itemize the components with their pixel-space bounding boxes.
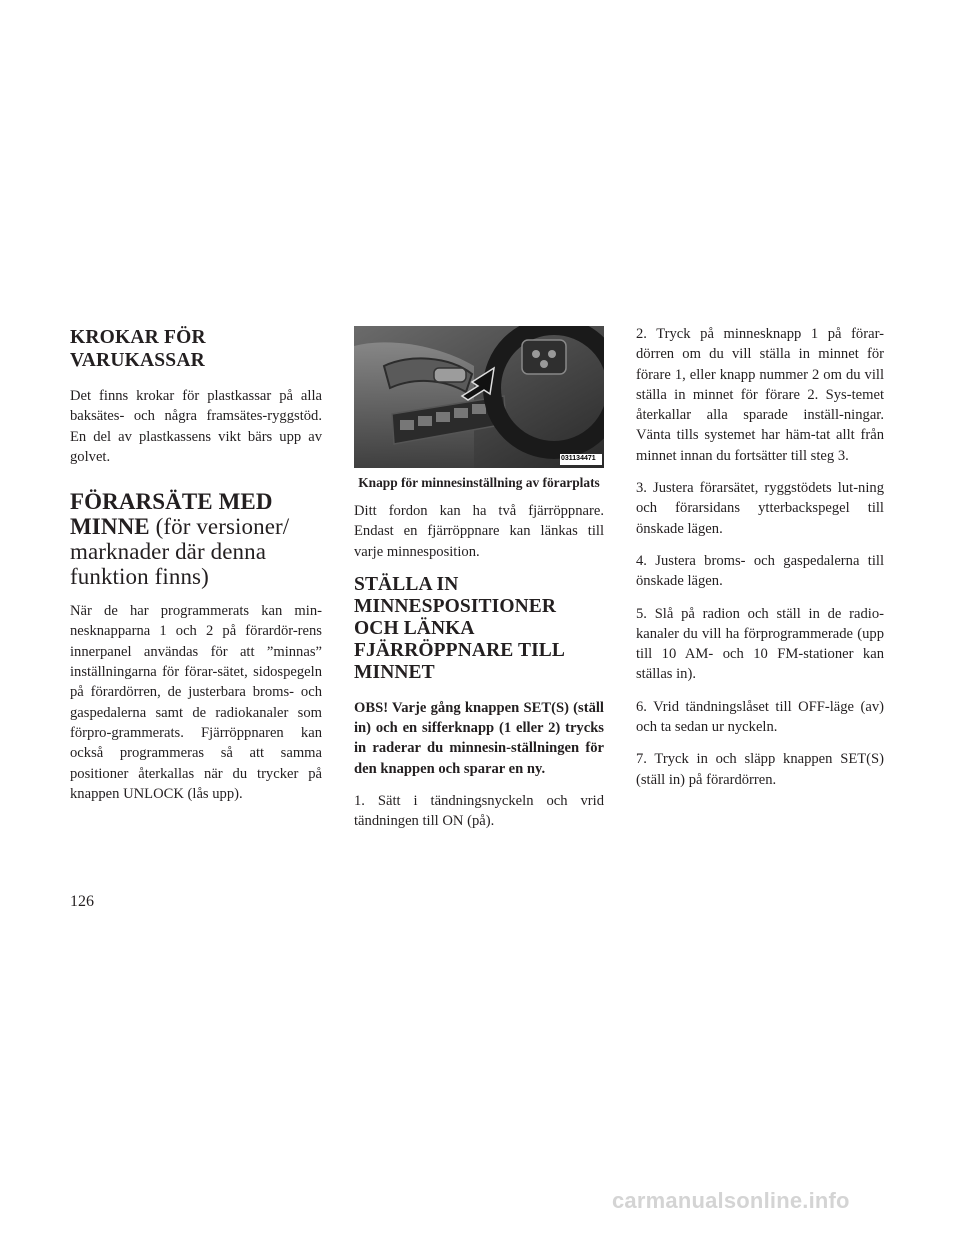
heading-driver-memory-seat [70,489,322,589]
paragraph-two-remotes: Ditt fordon kan ha två fjärröppnare. Endast en fjärröppnare kan länkas till varje minnesposition. [354,503,604,560]
column-middle [354,326,604,844]
step-6: 6. Vrid tändningslåset till OFF-läge (av) och ta sedan ur nyckeln. [636,698,884,736]
column-right [636,324,884,802]
column-left [70,326,322,816]
step-2: 2. Tryck på minnesknapp 1 på förar-dörren om du vill ställa in minnet för förare 1, eller knapp nummer 2 om du vill ställa in minnet för förare 2. Sys-temet återkallar alla sparade inställ-ningar. Vänta tills systemet har häm-tat allt från minnet innan du fortsätter till steg 3. [636,326,884,464]
heading-driver-memory-seat-main: FÖRARSÄTE MED MINNE [70,489,273,540]
step-3: 3. Justera förarsätet, ryggstödets lut-ning och förarsidans ytterbackspegel till önskade lägen. [636,480,884,537]
page-number: 126 [70,893,94,910]
figure-code-label: 031134471 [561,455,596,462]
paragraph-bag-hooks: Det finns krokar för plastkassar på alla baksätes- och några framsätes-ryggstöd. En del av plastkassens vikt bärs upp av golvet. [70,388,322,465]
step-7: 7. Tryck in och släpp knappen SET(S) (ställ in) på förardörren. [636,751,884,788]
figure-memory-button-photo [354,326,604,468]
heading-shopping-bag-hooks: KROKAR FÖR VARUKASSAR [70,327,206,371]
heading-set-memory-positions: STÄLLA IN MINNESPOSITIONER OCH LÄNKA FJÄRRÖPPNARE TILL MINNET [354,573,564,683]
heading-driver-memory-seat-suffix: (för versioner/ marknader där denna funktion finns) [70,514,290,590]
paragraph-memory-buttons: När de har programmerats kan min-nesknapparna 1 och 2 på förardör-rens innerpanel användas för att ”minnas” inställningarna för förar-sätet, sidospegeln på förardörren, de justerbara broms- och gaspedalerna samt de radiokanaler som förpro-grammerats. Fjärröppnaren kan också programmeras så att samma positioner återkallas när du trycker på knappen UNLOCK (lås upp). [70,603,322,802]
note-set-button-warning: OBS! Varje gång knappen SET(S) (ställ in) och en sifferknapp (1 eller 2) trycks in raderar du minnesin-ställningen för den knappen och sparar en ny. [354,699,604,777]
step-1: 1. Sätt i tändningsnyckeln och vrid tändningen till ON (på). [354,793,604,830]
step-5: 5. Slå på radion och ställ in de radio-kanaler du vill ha förprogrammerade (upp till 10 AM- och 10 FM-stationer kan ställas in). [636,605,884,683]
door-panel-illustration [354,326,604,468]
figure-caption: Knapp för minnesinställning av förarplats [358,475,600,490]
step-4: 4. Justera broms- och gaspedalerna till önskade lägen. [636,552,884,590]
watermark: carmanualsonline.info [612,1188,850,1213]
